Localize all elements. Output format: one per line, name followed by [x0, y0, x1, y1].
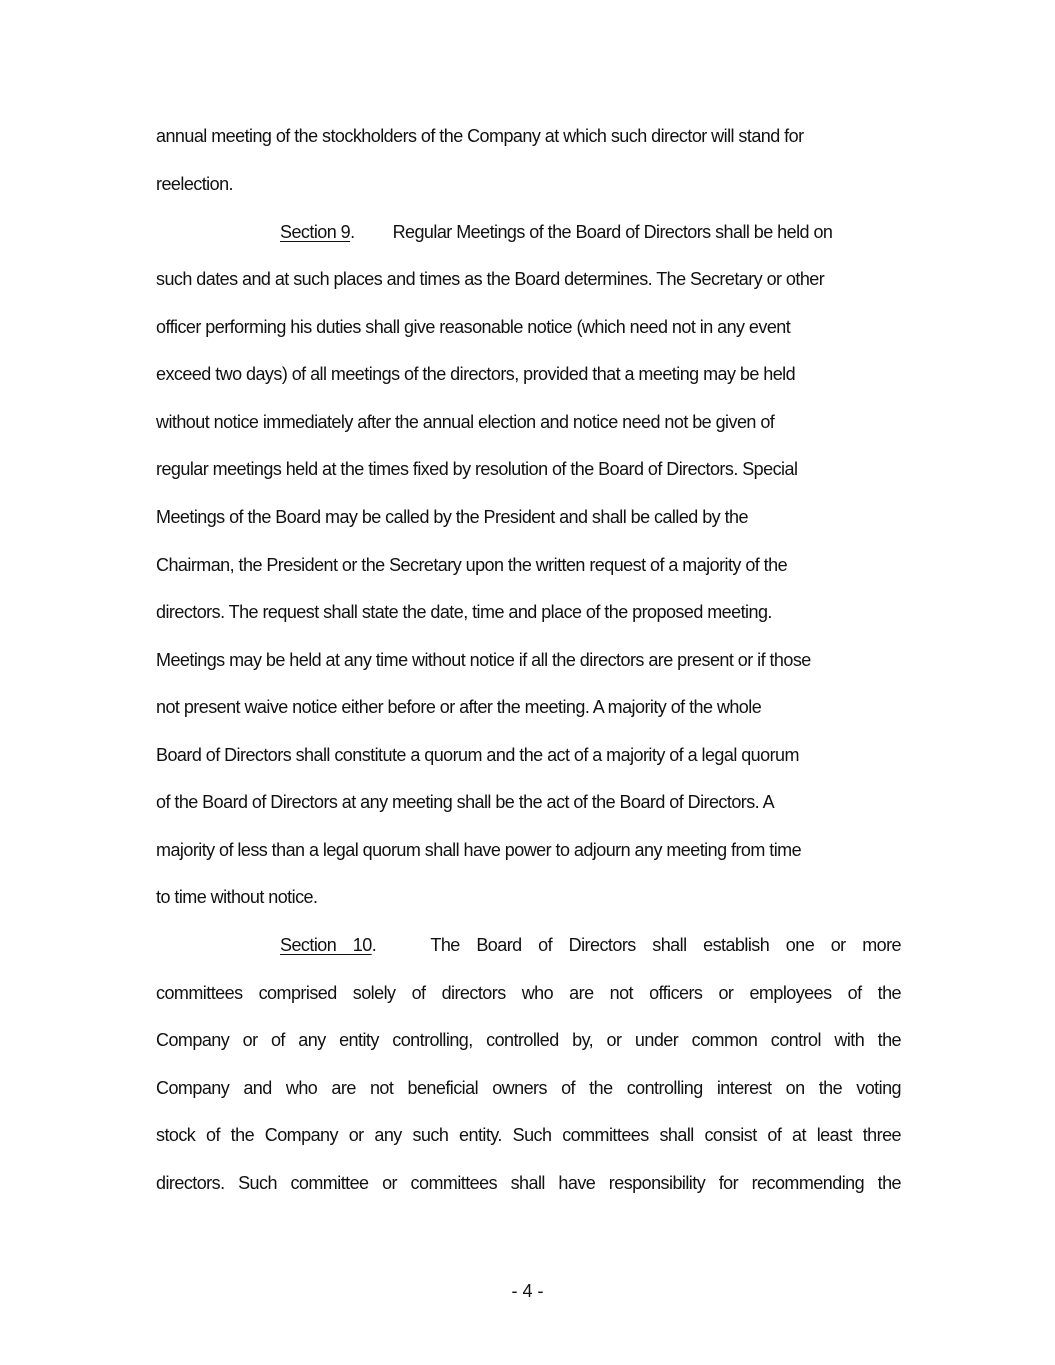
- opening-line-1: annual meeting of the stockholders of the Company at which such director will stand for: [156, 126, 804, 146]
- section-9-line: Chairman, the President or the Secretary upon the written request of a majority of the: [156, 555, 788, 575]
- page-number: - 4 -: [511, 1281, 544, 1301]
- section-9-line: officer performing his duties shall give reasonable notice (which need not in any event: [156, 317, 791, 337]
- section-10-line: stock of the Company or any such entity. Such committees shall consist of at least three: [156, 1125, 901, 1145]
- section-9-line: exceed two days) of all meetings of the directors, provided that a meeting may be held: [156, 364, 796, 384]
- section-10-heading-suffix: .: [371, 935, 377, 955]
- section-9-line: Board of Directors shall constitute a quorum and the act of a majority of a legal quorum: [156, 745, 799, 765]
- section-10-line: directors. Such committee or committees shall have responsibility for recommending the: [156, 1173, 901, 1193]
- section-9-line: directors. The request shall state the date, time and place of the proposed meeting.: [156, 602, 772, 622]
- section-9-line: to time without notice.: [156, 887, 318, 907]
- section-9-line: of the Board of Directors at any meeting shall be the act of the Board of Directors. A: [156, 792, 775, 812]
- section-10-line: committees comprised solely of directors who are not officers or employees of the: [156, 983, 901, 1003]
- section-9-first-line: [280, 221, 832, 243]
- section-9-line: such dates and at such places and times as the Board determines. The Secretary or other: [156, 269, 825, 289]
- section-10-line: Company and who are not beneficial owners of the controlling interest on the voting: [156, 1078, 901, 1098]
- section-10-line: Company or of any entity controlling, controlled by, or under common control with the: [156, 1030, 901, 1050]
- section-9-line: not present waive notice either before or after the meeting. A majority of the whole: [156, 697, 762, 717]
- section-10-heading: Section 10: [280, 935, 372, 955]
- section-9-first-text: Regular Meetings of the Board of Directors shall be held on: [392, 222, 833, 242]
- section-10-first-text: The Board of Directors shall establish one or more: [430, 935, 902, 955]
- section-9-line: Meetings may be held at any time without notice if all the directors are present or if those: [156, 650, 811, 670]
- section-9-line: without notice immediately after the annual election and notice need not be given of: [156, 412, 775, 432]
- section-9-heading-suffix: .: [350, 222, 355, 242]
- section-9-line: majority of less than a legal quorum shall have power to adjourn any meeting from time: [156, 840, 802, 860]
- section-9-line: regular meetings held at the times fixed by resolution of the Board of Directors. Special: [156, 459, 798, 479]
- section-9-line: Meetings of the Board may be called by the President and shall be called by the: [156, 507, 748, 527]
- section-9-heading: Section 9: [280, 222, 351, 242]
- opening-line-2: reelection.: [156, 174, 233, 194]
- section-10-first-line: [280, 934, 901, 956]
